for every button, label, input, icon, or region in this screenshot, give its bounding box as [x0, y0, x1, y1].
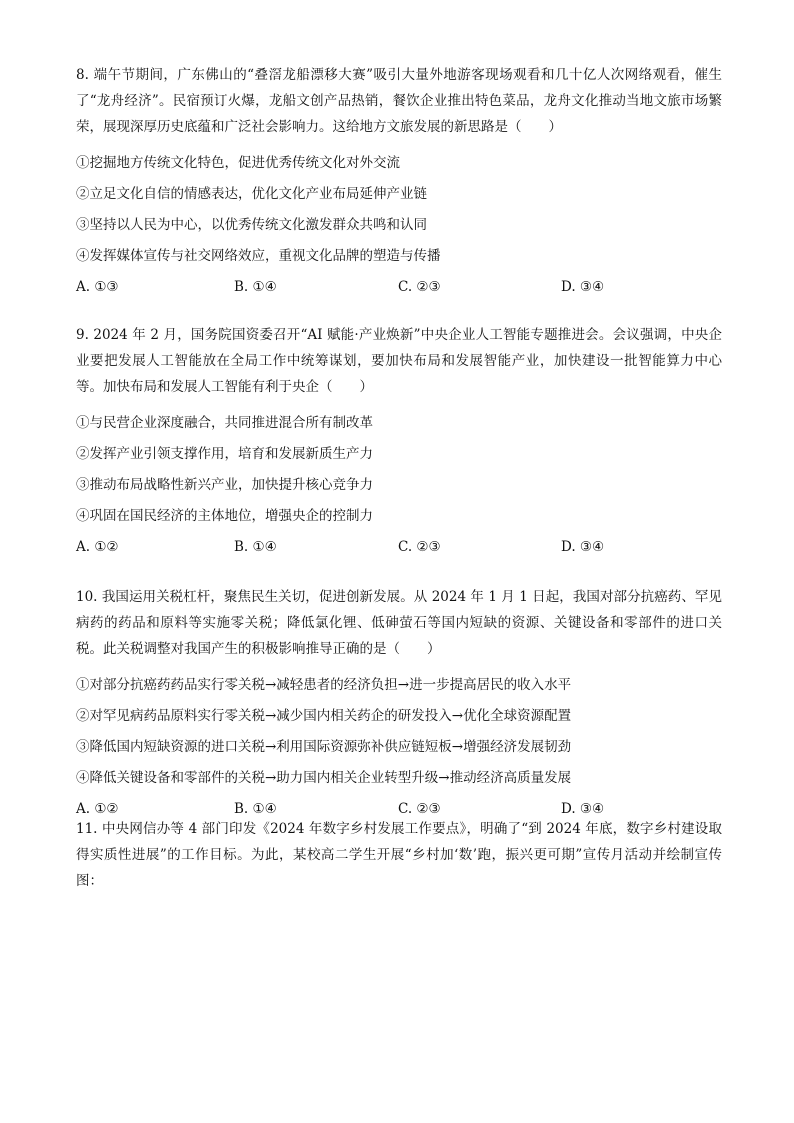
- question-9: [76, 322, 722, 555]
- choice-a[interactable]: A. ①②: [76, 539, 119, 555]
- statement-3: ③推动布局战略性新兴产业，加快提升核心竞争力: [76, 477, 373, 493]
- choice-c[interactable]: C. ②③: [398, 801, 441, 817]
- question-10: [76, 584, 722, 817]
- statement-2: ②发挥产业引领支撑作用，培育和发展新质生产力: [76, 446, 373, 462]
- statement-1: ①与民营企业深度融合，共同推进混合所有制改革: [76, 415, 373, 431]
- statement-3: ③降低国内短缺资源的进口关税→利用国际资源弥补供应链短板→增强经济发展韧劲: [76, 739, 572, 755]
- statement-2: ②立足文化自信的情感表达，优化文化产业布局延伸产业链: [76, 186, 427, 202]
- answer-choices: [76, 539, 722, 555]
- question-stem: 10. 我国运用关税杠杆，聚焦民生关切，促进创新发展。从 2024 年 1 月 1 日起，我国对部分抗癌药、罕见病药的药品和原料等实施零关税；降低氯化锂、低砷萤石等国内短缺的资源、关键设备和零部件的进口关税。此关税调整对我国产生的积极影响推导正确的是（ ）: [76, 589, 722, 657]
- question-11: [76, 816, 722, 894]
- choice-c[interactable]: C. ②③: [398, 539, 441, 555]
- question-stem: 9. 2024 年 2 月，国务院国资委召开“AI 赋能·产业焕新”中央企业人工智能专题推进会。会议强调，中央企业要把发展人工智能放在全局工作中统筹谋划，要加快布局和发展智能产业，加快建设一批智能算力中心等。加快布局和发展人工智能有利于央企（ ）: [76, 327, 722, 395]
- choice-a[interactable]: A. ①③: [76, 279, 119, 295]
- statement-4: ④发挥媒体宣传与社交网络效应，重视文化品牌的塑造与传播: [76, 248, 441, 264]
- statement-1: ①挖掘地方传统文化特色，促进优秀传统文化对外交流: [76, 155, 400, 171]
- statement-4: ④巩固在国民经济的主体地位，增强央企的控制力: [76, 508, 373, 524]
- question-stem: 11. 中央网信办等 4 部门印发《2024 年数字乡村发展工作要点》，明确了“到 2024 年底，数字乡村建设取得实质性进展”的工作目标。为此，某校高二学生开展“乡村加‘数’跑，振兴更可期”宣传月活动并绘制宣传图：: [76, 821, 722, 889]
- choice-d[interactable]: D. ③④: [561, 279, 605, 295]
- choice-a[interactable]: A. ①②: [76, 801, 119, 817]
- statement-4: ④降低关键设备和零部件的关税→助力国内相关企业转型升级→推动经济高质量发展: [76, 770, 572, 786]
- answer-choices: [76, 279, 722, 295]
- statement-2: ②对罕见病药品原料实行零关税→减少国内相关药企的研发投入→优化全球资源配置: [76, 708, 572, 724]
- answer-choices: [76, 801, 722, 817]
- choice-b[interactable]: B. ①④: [234, 801, 277, 817]
- choice-d[interactable]: D. ③④: [561, 801, 605, 817]
- question-stem: 8. 端午节期间，广东佛山的“叠滘龙船漂移大赛”吸引大量外地游客现场观看和几十亿人次网络观看，催生了“龙舟经济”。民宿预订火爆，龙船文创产品热销，餐饮企业推出特色菜品，龙舟文化推动当地文旅市场繁荣，展现深厚历史底蕴和广泛社会影响力。这给地方文旅发展的新思路是（ ）: [76, 67, 722, 135]
- choice-d[interactable]: D. ③④: [561, 539, 605, 555]
- choice-c[interactable]: C. ②③: [398, 279, 441, 295]
- choice-b[interactable]: B. ①④: [234, 279, 277, 295]
- question-8: [76, 62, 722, 295]
- statement-3: ③坚持以人民为中心，以优秀传统文化激发群众共鸣和认同: [76, 217, 427, 233]
- choice-b[interactable]: B. ①④: [234, 539, 277, 555]
- statement-1: ①对部分抗癌药药品实行零关税→减轻患者的经济负担→进一步提高居民的收入水平: [76, 677, 572, 693]
